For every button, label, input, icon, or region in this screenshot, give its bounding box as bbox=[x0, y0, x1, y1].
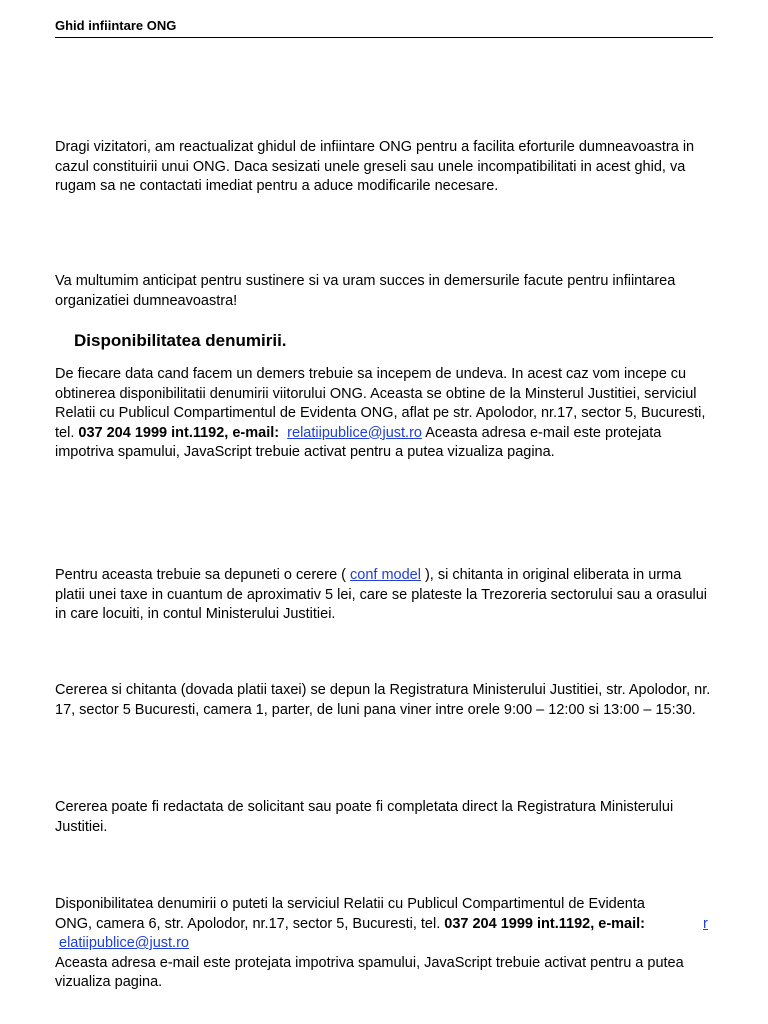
paragraph-text: Disponibilitatea denumirii o puteti la serviciul Relatii cu Publicul Compartimentul de Evidenta bbox=[55, 896, 645, 912]
model-link[interactable]: conf model bbox=[350, 567, 421, 583]
email-link[interactable]: relatiipublice@just.ro bbox=[287, 424, 422, 441]
thanks-paragraph: Va multumim anticipat pentru sustinere si va uram succes in demersurile facute pentru infiintarea organizatiei dumneavoastra! bbox=[55, 273, 676, 309]
paragraph-availability-contact bbox=[55, 895, 715, 993]
paragraph-text: ONG, camera 6, str. Apolodor, nr.17, sector 5, Bucuresti, tel. bbox=[55, 915, 445, 932]
page-header bbox=[55, 17, 713, 38]
document-title: Ghid infiintare ONG bbox=[55, 18, 177, 33]
paragraph-text: Pentru aceasta trebuie sa depuneti o cerere ( bbox=[55, 567, 351, 583]
paragraph-drafting: Cererea poate fi redactata de solicitant sau poate fi completata direct la Registratura Ministerului Justitiei. bbox=[55, 799, 674, 835]
email-link-continued[interactable]: elatiipublice@just.ro bbox=[59, 935, 189, 951]
paragraph-text: ), si chitanta in original eliberata in urma platii unei taxe in cuantum de aproximativ 5 lei, care se plateste la Trezoreria sectorului sau a orasului in care locuiti, in contul Ministerului Justitiei. bbox=[55, 567, 708, 622]
paragraph-request bbox=[55, 566, 715, 625]
section-heading: Disponibilitatea denumirii. bbox=[74, 331, 287, 350]
phone-email-label: 037 204 1999 int.1192, e-mail: bbox=[78, 424, 280, 441]
intro-paragraph: Dragi vizitatori, am reactualizat ghidul de infiintare ONG pentru a facilita eforturile dumneavoastra in cazul constituirii unui ONG. Daca sesizati unele greseli sau unele incompatibilitati in acest ghid, va rugam sa ne contactati imediat pentru a aduce modificarile necesare. bbox=[55, 139, 695, 194]
phone-email-label: 037 204 1999 int.1192, e-mail: bbox=[444, 915, 645, 932]
paragraph-name-availability bbox=[55, 365, 715, 463]
email-link-start[interactable]: r bbox=[703, 916, 708, 932]
paragraph-text: Aceasta adresa e-mail este protejata impotriva spamului, JavaScript trebuie activat pentru a putea vizualiza pagina. bbox=[55, 424, 662, 460]
paragraph-submission: Cererea si chitanta (dovada platii taxei) se depun la Registratura Ministerului Justitiei, str. Apolodor, nr. 17, sector 5 Bucuresti, camera 1, parter, de luni pana viner intre orele 9:00 – 12:00 si 13:00 – 15:30. bbox=[55, 682, 711, 718]
paragraph-text: Aceasta adresa e-mail este protejata impotriva spamului, JavaScript trebuie activat pentru a putea vizualiza pagina. bbox=[55, 954, 684, 990]
paragraph-text: De fiecare data cand facem un demers trebuie sa incepem de undeva. In acest caz vom incepe cu obtinerea disponibilitatii denumirii viitorului ONG. Aceasta se obtine de la Minsterul Justitiei, serviciul Relatii cu Publicul Compartimentul de Evidenta ONG, aflat pe str. Apolodor, nr.17, sector 5, Bucuresti, tel. bbox=[55, 366, 706, 441]
